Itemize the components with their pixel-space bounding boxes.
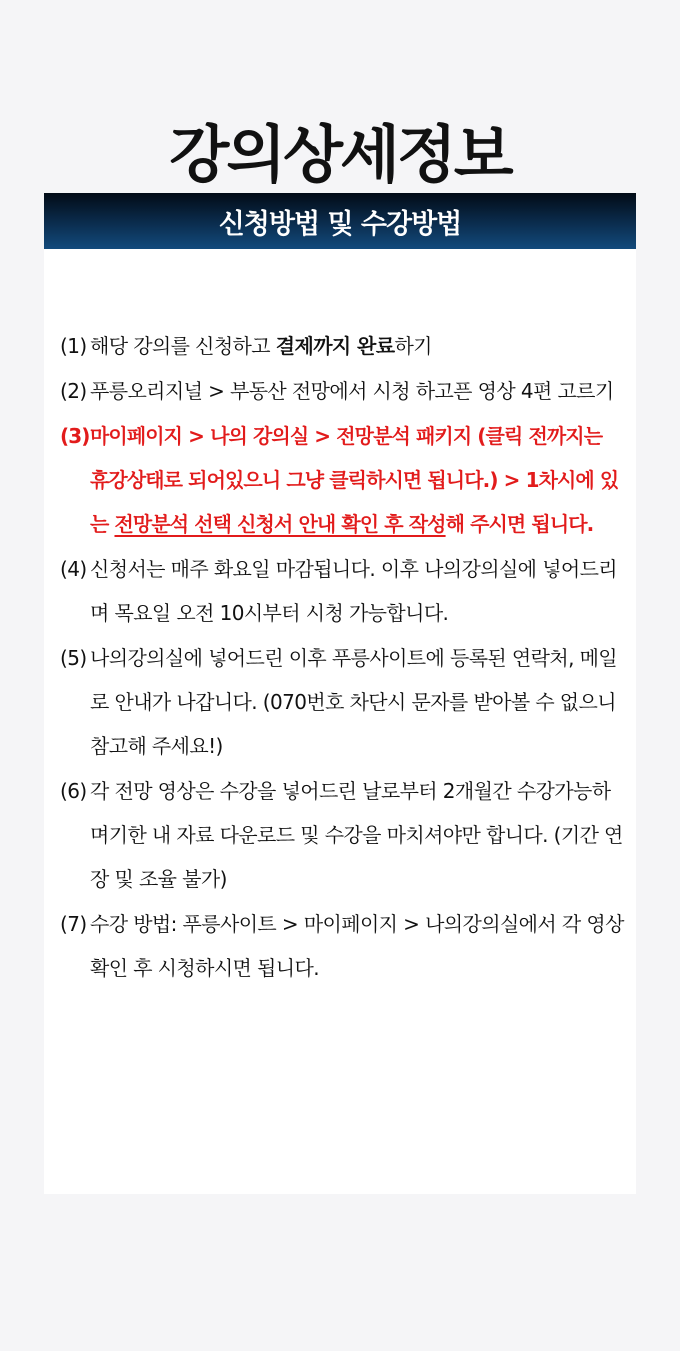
step-4: [60, 547, 626, 635]
step-text: [90, 414, 626, 546]
step-number: (6): [60, 779, 87, 803]
step-3-highlight: [60, 414, 626, 546]
step-text-part: 하기: [394, 334, 432, 358]
section-header-title: 신청방법 및 수강방법: [218, 208, 462, 240]
step-text: 수강 방법: 푸릉사이트 > 마이페이지 > 나의강의실에서 각 영상 확인 후 시청하시면 됩니다.: [90, 912, 624, 980]
section-header: [44, 193, 636, 249]
info-card: [44, 193, 636, 1194]
step-7: [60, 902, 626, 990]
step-text: [90, 324, 626, 368]
step-number: (7): [60, 912, 87, 936]
step-number: (5): [60, 646, 87, 670]
step-number: (3): [60, 424, 90, 448]
step-number: (2): [60, 379, 87, 403]
step-text: 푸릉오리지널 > 부동산 전망에서 시청 하고픈 영상 4편 고르기: [90, 379, 614, 403]
steps-list: [60, 324, 626, 991]
step-text-underlined: 전망분석 선택 신청서 안내 확인 후 작성: [114, 512, 446, 536]
step-number: (4): [60, 557, 87, 581]
step-text-bold: 결제까지 완료: [275, 334, 395, 358]
step-text: 나의강의실에 넣어드린 이후 푸릉사이트에 등록된 연락처, 메일로 안내가 나갑니다. (070번호 차단시 문자를 받아볼 수 없으니 참고해 주세요!): [90, 646, 618, 758]
step-number: (1): [60, 334, 87, 358]
step-5: [60, 636, 626, 768]
step-text: 각 전망 영상은 수강을 넣어드린 날로부터 2개월간 수강가능하며기한 내 자료 다운로드 및 수강을 마치셔야만 합니다. (기간 연장 및 조율 불가): [90, 779, 623, 891]
step-text-part: 해당 강의를 신청하고: [90, 334, 276, 358]
step-text-part: 마이페이지 > 나의 강의실 > 전망분석 패키지 (클릭 전까지는 휴강상태로 되어있으니 그냥 클릭하시면 됩니다.) > 1차시에 있는: [90, 424, 619, 536]
page-title: 강의상세정보: [169, 117, 511, 191]
step-2: [60, 369, 626, 413]
step-text-part: 해 주시면 됩니다.: [445, 512, 594, 536]
step-1: [60, 324, 626, 368]
step-6: [60, 769, 626, 901]
step-text: 신청서는 매주 화요일 마감됩니다. 이후 나의강의실에 넣어드리며 목요일 오전 10시부터 시청 가능합니다.: [90, 557, 618, 625]
